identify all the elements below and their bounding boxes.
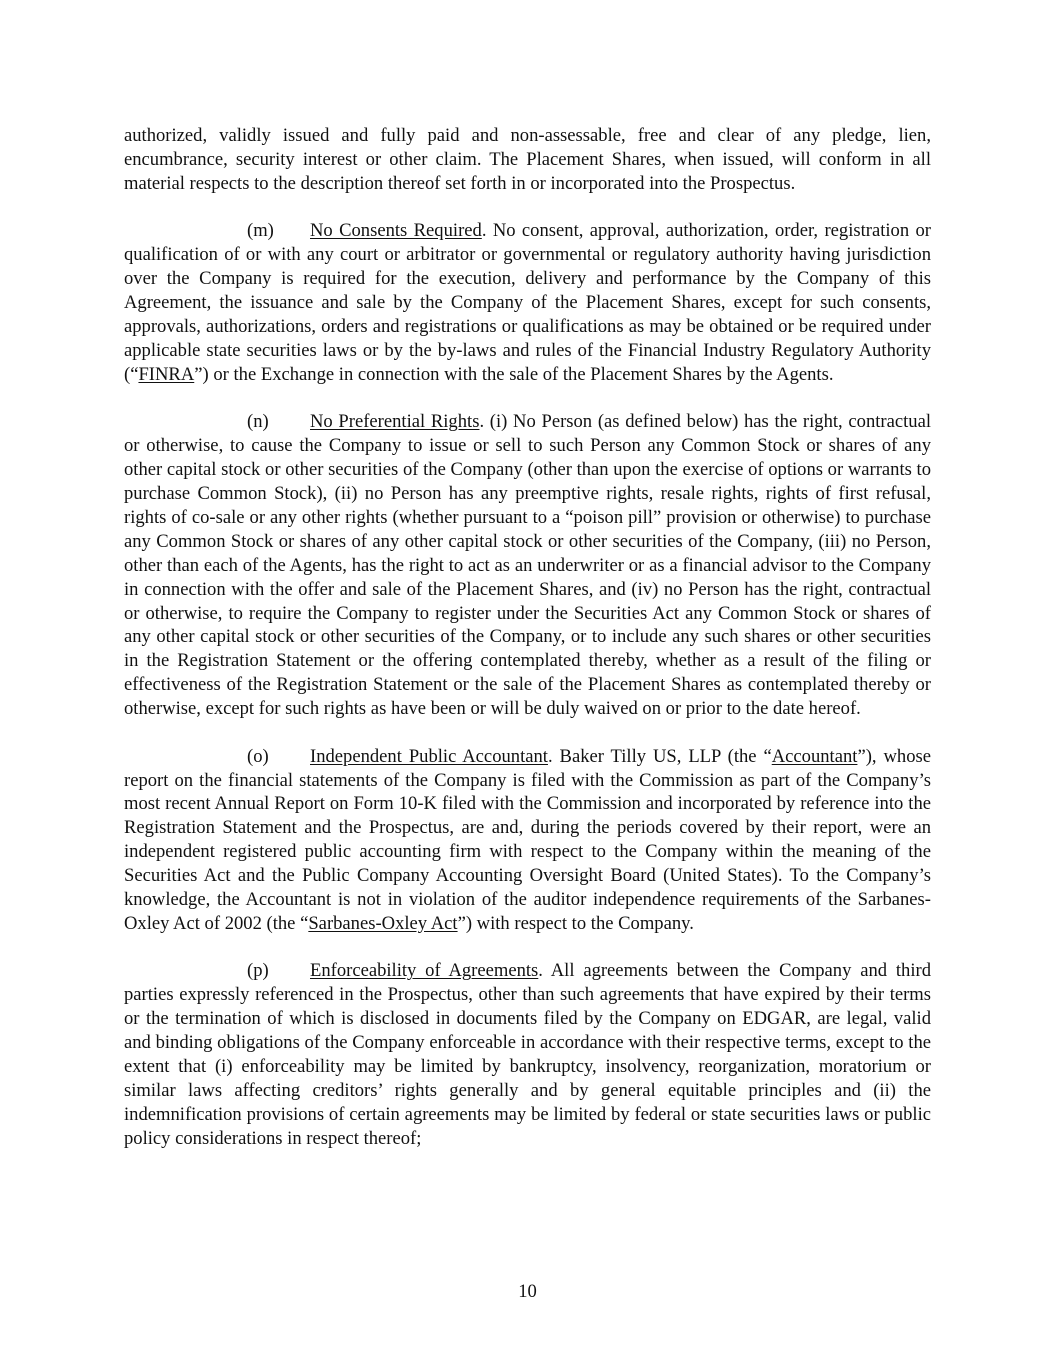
section-heading: Enforceability of Agreements	[310, 960, 539, 982]
section-m	[124, 219, 931, 386]
section-heading: No Consents Required	[310, 220, 482, 242]
defined-term: FINRA	[138, 363, 195, 385]
intro-paragraph: authorized, validly issued and fully paid and non-assessable, free and clear of any pledge, lien, encumbrance, security interest or other claim. The Placement Shares, when issued, will conform in all material respects to the description thereof set forth in or incorporated into the Prospectus.	[124, 125, 931, 194]
defined-term: Sarbanes-Oxley Act	[308, 912, 458, 934]
section-text: . (i) No Person (as defined below) has the right, contractual or otherwise, to cause the Company to issue or sell to such Person any Common Stock or shares of any other capital stock or other securities of the Company (other than upon the exercise of options or warrants to purchase Common Stock), (ii) no Person has any preemptive rights, resale rights, rights of first refusal, rights of co-sale or any other rights (whether pursuant to a “poison pill” provision or otherwise) to purchase any Common Stock or shares of any other capital stock or other securities of the Company, (iii) no Person, other than each of the Agents, has the right to act as an underwriter or as a financial advisor to the Company in connection with the offer and sale of the Placement Shares, and (iv) no Person has the right, contractual or otherwise, to require the Company to register under the Securities Act any Common Stock or shares of any other capital stock or other securities of the Company, or to include any such shares or other securities in the Registration Statement or the offering contemplated thereby, whether as a result of the filing or effectiveness of the Registration Statement or the sale of the Placement Shares as contemplated thereby or otherwise, except for such rights as have been or will be duly waived on or prior to the date hereof.	[124, 411, 931, 720]
section-text: . Baker Tilly US, LLP (the “	[547, 745, 772, 767]
section-n	[124, 410, 931, 721]
defined-term: Accountant	[771, 745, 858, 767]
section-text: ”) or the Exchange in connection with the sale of the Placement Shares by the Agents.	[194, 363, 834, 385]
section-text: . All agreements between the Company and third parties expressly referenced in the Prospectus, other than such agreements that have expired by their terms or the termination of which is disclosed in documents filed by the Company on EDGAR, are legal, valid and binding obligations of the Company enforceable in accordance with their respective terms, except to the extent that (i) enforceability may be limited by bankruptcy, insolvency, reorganization, moratorium or similar laws affecting creditors’ rights generally and by general equitable principles and (ii) the indemnification provisions of certain agreements may be limited by federal or state securities laws or public policy considerations in respect thereof;	[124, 960, 932, 1149]
section-o	[124, 745, 931, 936]
document-page	[124, 124, 931, 1174]
section-label: (o)	[247, 745, 269, 767]
section-text: . No consent, approval, authorization, order, registration or qualification of or with any court or arbitrator or governmental or regulatory authority having jurisdiction over the Company is required for the execution, delivery and performance by the Company of this Agreement, the issuance and sale by the Company of the Placement Shares, except for such consents, approvals, authorizations, orders and registrations or qualifications as may be obtained or be required under applicable state securities laws or by the by-laws and rules of the Financial Industry Regulatory Authority (“	[124, 220, 931, 385]
page-number: 10	[518, 1281, 537, 1302]
section-label: (p)	[247, 960, 269, 982]
section-label: (n)	[247, 411, 269, 433]
section-heading: No Preferential Rights	[310, 411, 480, 433]
section-label: (m)	[247, 220, 274, 242]
section-text: ”) with respect to the Company.	[457, 912, 694, 934]
section-text: ”), whose report on the financial statements of the Company is filed with the Commission as part of the Company’s most recent Annual Report on Form 10-K filed with the Commission and incorporated by reference into the Registration Statement and the Prospectus, are and, during the periods covered by their report, were an independent registered public accounting firm with respect to the Company within the meaning of the Securities Act and the Public Company Accounting Oversight Board (United States). To the Company’s knowledge, the Accountant is not in violation of the auditor independence requirements of the Sarbanes-Oxley Act of 2002 (the “	[124, 745, 931, 934]
section-p	[124, 959, 931, 1150]
section-heading: Independent Public Accountant	[310, 745, 548, 767]
